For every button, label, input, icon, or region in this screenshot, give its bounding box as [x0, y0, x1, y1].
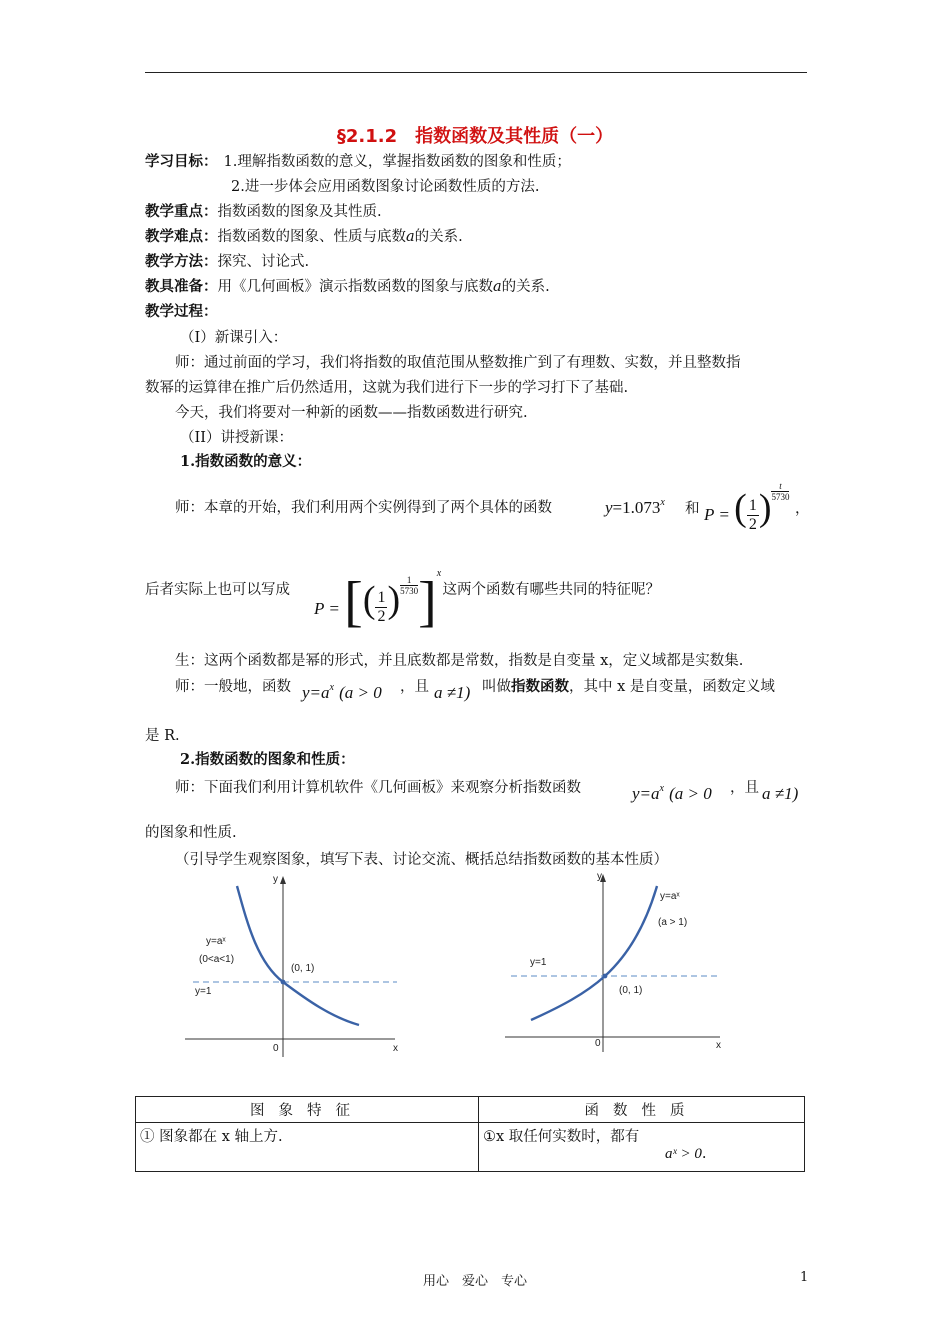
- header-features: 图象特征: [136, 1097, 479, 1123]
- def-exp: x: [329, 682, 334, 693]
- curve-increasing: [531, 886, 657, 1020]
- teacher-4-text: 师：一般地，函数: [175, 679, 291, 695]
- frac-den: 2: [748, 516, 757, 533]
- curve-decreasing: [237, 886, 359, 1025]
- point-0-1-left: [281, 980, 286, 985]
- def-cond-2: a ≠1): [434, 683, 471, 702]
- row1-right-text: ①x 取任何实数时，都有: [483, 1129, 640, 1145]
- y-label-left: y: [273, 874, 278, 885]
- header-rule: [145, 72, 807, 73]
- inner-frac-num: 1: [377, 589, 386, 606]
- point-0-1-right: [603, 974, 608, 979]
- difficulty-label: 教学难点：: [145, 228, 218, 245]
- definition-formula: [302, 683, 382, 703]
- tools-var: a: [493, 279, 502, 295]
- def-name-line: [482, 677, 775, 697]
- teacher-5: 师：下面我们利用计算机软件《几何画板》来观察分析指数函数: [175, 780, 581, 796]
- inner-exponent: [400, 575, 418, 596]
- teacher-5-end: 的图象和性质.: [145, 825, 237, 841]
- teacher-3-text: 后者实际上也可以写成: [145, 582, 290, 598]
- today-text: 今天，我们将要对一种新的函数——指数函数进行研究.: [175, 405, 528, 421]
- func-label-right: y=aˣ: [660, 891, 680, 902]
- teacher-2-text: 师：本章的开始，我们利用两个实例得到了两个具体的函数: [175, 500, 552, 516]
- origin-right: 0: [595, 1038, 601, 1049]
- def-cond: (a > 0: [339, 683, 382, 702]
- difficulty-text: 指数函数的图象、性质与底数: [217, 229, 406, 245]
- paren-open: (: [734, 487, 747, 529]
- def-eq-a: =a: [309, 683, 330, 702]
- table-row: [136, 1123, 805, 1172]
- teacher-paragraph-1b: 数幂的运算律在推广后仍然适用，这就为我们进行下一步的学习打下了基础.: [145, 380, 629, 396]
- y-arrow-left-icon: [280, 876, 286, 884]
- y-label-right: y: [597, 871, 602, 882]
- method-line: [145, 252, 309, 272]
- bracket-open: [: [344, 571, 363, 633]
- student-text: 生：这两个函数都是幂的形式，并且底数都是常数，指数是自变量 x，定义域都是实数集.: [175, 653, 744, 669]
- objectives-line-1: [145, 152, 571, 172]
- inner-exp-den: 5730: [400, 586, 419, 596]
- def-formula-2: [434, 683, 470, 703]
- page-title: §2.1.2 指数函数及其性质（一）: [336, 126, 614, 147]
- focus-text: 指数函数的图象及其性质.: [217, 204, 382, 220]
- difficulty-var: a: [406, 229, 415, 245]
- inner-frac-den: 2: [377, 608, 386, 625]
- row1-right-formula: aˣ > 0: [665, 1146, 702, 1162]
- teacher-paragraph-3: [145, 580, 290, 600]
- row1-left: ① 图象都在 x 轴上方.: [136, 1123, 479, 1172]
- formula-p-t: [704, 480, 790, 533]
- difficulty-text-end: 的关系.: [414, 229, 463, 245]
- and-text: 和: [685, 501, 700, 517]
- formula-p-var: P: [704, 505, 715, 524]
- page-number: 1: [800, 1270, 809, 1285]
- objective-1: 1.理解指数函数的意义，掌握指数函数的图象和性质；: [223, 154, 571, 170]
- exp-den: 5730: [771, 492, 790, 502]
- new-lesson-heading: （II）讲授新课：: [180, 430, 293, 446]
- t5-exp: x: [659, 783, 664, 794]
- fraction-half: [747, 497, 759, 534]
- method-label: 教学方法：: [145, 253, 218, 270]
- cond-label-right: (a > 1): [658, 917, 688, 928]
- tools-text: 用《几何画板》演示指数函数的图象与底数: [217, 279, 493, 295]
- formula-p2-eq: =: [329, 599, 340, 618]
- frac-num: 1: [748, 497, 757, 514]
- section-1-heading: 1.指数函数的意义：: [180, 453, 312, 470]
- formula-y-rhs: =1.073: [612, 498, 661, 517]
- difficulty-line: [145, 227, 463, 247]
- outer-exp: x: [436, 568, 442, 579]
- teacher-5-formula: [632, 784, 712, 804]
- formula-y-1073: [605, 498, 665, 518]
- bracket-close: ]: [418, 571, 437, 633]
- method-text: 探究、讨论式.: [217, 254, 310, 270]
- objectives-label: 学习目标：: [145, 153, 218, 170]
- def-name: 指数函数: [511, 678, 569, 695]
- formula-y-var: y: [605, 498, 613, 517]
- comma: ，: [795, 501, 810, 517]
- def-mid: ，且: [400, 679, 429, 695]
- tools-line: [145, 277, 550, 297]
- exp-num: t: [771, 481, 789, 492]
- teacher-paragraph-1a: 师：通过前面的学习，我们将指数的取值范围从整数推广到了有理数、实数，并且整数指: [175, 355, 741, 371]
- point-label-right: (0, 1): [619, 985, 643, 996]
- tools-label: 教具准备：: [145, 278, 218, 295]
- definition-line: [175, 677, 291, 697]
- x-label-right: x: [716, 1040, 721, 1051]
- properties-table: [135, 1096, 805, 1172]
- objective-2: 2.进一步体会应用函数图象讨论函数性质的方法.: [231, 179, 540, 195]
- focus-label: 教学重点：: [145, 203, 218, 220]
- header-properties: 函数性质: [479, 1097, 805, 1123]
- inner-exp-num: 1: [400, 575, 418, 586]
- focus-line: [145, 202, 382, 222]
- t5-mid: ，且: [730, 780, 759, 796]
- t5-eq-a: =a: [639, 784, 660, 803]
- point-label-left: (0, 1): [291, 963, 315, 974]
- t5-cond-2: a ≠1): [762, 784, 799, 803]
- row1-right-end: .: [701, 1146, 707, 1162]
- formula-p-bracket: [314, 556, 442, 633]
- x-label-left: x: [393, 1043, 398, 1054]
- line-label-right: y=1: [530, 957, 547, 968]
- exponent-t-over-5730: [771, 481, 789, 502]
- row1-right: [479, 1123, 805, 1172]
- t5-formula-2: [762, 784, 798, 804]
- footer-text: 用心 爱心 专心: [422, 1274, 527, 1289]
- inner-fraction: [375, 589, 387, 626]
- def-name-post: ，其中 x 是自变量，函数定义域: [569, 679, 775, 695]
- inner-paren-close: ): [387, 579, 401, 621]
- section-2-heading: 2.指数函数的图象和性质：: [180, 751, 355, 768]
- formula-y-exp: x: [660, 497, 665, 508]
- intro-heading: （I）新课引入：: [180, 330, 288, 346]
- line-label-left: y=1: [195, 986, 212, 997]
- t5-y: y: [632, 784, 640, 803]
- func-label-left: y=aˣ: [206, 936, 226, 947]
- def-name-pre: 叫做: [482, 679, 511, 695]
- tools-text-end: 的关系.: [501, 279, 550, 295]
- teacher-3-question: ，这两个函数有哪些共同的特征呢？: [428, 582, 660, 598]
- teacher-paragraph-2: [175, 498, 552, 518]
- paren-close: ): [758, 487, 772, 529]
- process-label: 教学过程：: [145, 303, 218, 320]
- table-header-row: [136, 1097, 805, 1123]
- def-y: y: [302, 683, 310, 702]
- origin-left: 0: [273, 1043, 279, 1054]
- t5-cond: (a > 0: [669, 784, 712, 803]
- guide-text: （引导学生观察图象，填写下表、讨论交流、概括总结指数函数的基本性质）: [175, 852, 668, 868]
- def-last: 是 R.: [145, 728, 180, 744]
- formula-p2-var: P: [314, 599, 325, 618]
- inner-paren-open: (: [362, 579, 376, 621]
- cond-label-left: (0<a<1): [199, 954, 235, 965]
- formula-p-eq: =: [719, 505, 730, 524]
